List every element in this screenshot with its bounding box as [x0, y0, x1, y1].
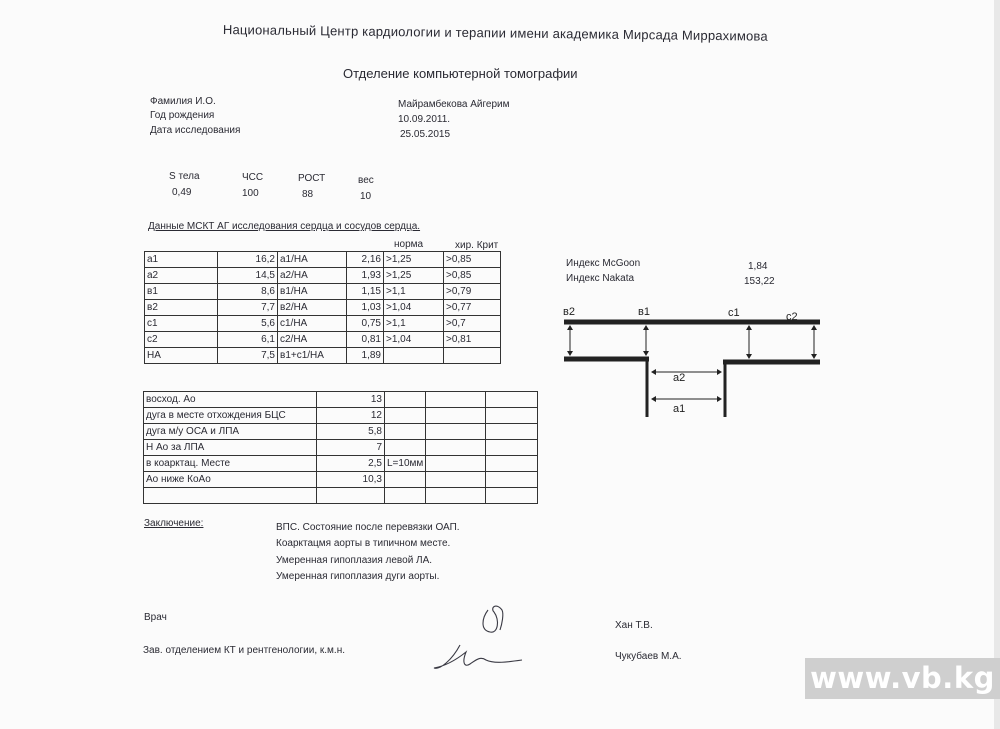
body-param-value: 100 [242, 188, 259, 199]
table-cell: >1,04 [384, 332, 444, 348]
table-cell: восход. Ао [144, 392, 317, 408]
table-row [144, 424, 538, 440]
table-cell [426, 408, 486, 424]
body-param-value: 10 [360, 191, 372, 202]
body-param-header: РОСТ [298, 173, 326, 184]
conclusion-line: Умеренная гипоплазия левой ЛА. [276, 555, 433, 566]
table-cell: 1,15 [347, 284, 384, 300]
mcgoon-value: 1,84 [748, 261, 768, 272]
table-cell [426, 424, 486, 440]
diagram-label-a1: а1 [673, 403, 686, 415]
table-row [145, 252, 501, 268]
table-cell [384, 348, 444, 364]
body-param-value: 88 [302, 189, 314, 200]
table-cell [385, 440, 426, 456]
table-cell: 13 [317, 392, 385, 408]
table-row [144, 488, 538, 504]
table-row [144, 440, 538, 456]
mskt-norma-header: норма [394, 239, 424, 250]
nakata-label: Индекс Nakata [566, 273, 635, 284]
table-cell: 2,5 [317, 456, 385, 472]
diagram-label-a2: а2 [673, 372, 686, 384]
mskt-title: Данные МСКТ АГ исследования сердца и сосудов сердца. [148, 221, 421, 232]
table-row [145, 300, 501, 316]
table-cell: 12 [317, 408, 385, 424]
mskt-table [144, 251, 501, 364]
conclusion-line: ВПС. Состояние после перевязки ОАП. [276, 522, 460, 533]
table-cell [317, 488, 385, 504]
body-param-header: вес [358, 175, 374, 186]
study-date-label: Дата исследования [150, 125, 241, 136]
table-row [145, 332, 501, 348]
table-cell: 1,89 [347, 348, 384, 364]
table-cell: в коарктац. Месте [144, 456, 317, 472]
dob-label: Год рождения [150, 110, 215, 121]
mskt-crit-header: хир. Крит [455, 240, 499, 251]
table-cell [385, 488, 426, 504]
study-date-value: 25.05.2015 [400, 129, 451, 140]
table-cell: а1 [145, 252, 218, 268]
table-cell [486, 488, 538, 504]
doctor-name: Хан Т.В. [615, 620, 653, 631]
table-cell: а2/НА [278, 268, 347, 284]
conclusion-label: Заключение: [144, 518, 204, 529]
institution-title: Национальный Центр кардиологии и терапии имени академика Мирсада Миррахимова [222, 22, 768, 44]
table-cell: >1,25 [384, 252, 444, 268]
table-cell: >1,04 [384, 300, 444, 316]
table-row [145, 316, 501, 332]
table-cell [486, 456, 538, 472]
table-cell [426, 440, 486, 456]
table-cell [486, 408, 538, 424]
table-cell [426, 456, 486, 472]
table-cell: 7 [317, 440, 385, 456]
table-row [145, 348, 501, 364]
table-cell: 7,5 [218, 348, 278, 364]
aorta-table [143, 391, 538, 504]
table-cell: с1 [145, 316, 218, 332]
table-row [145, 284, 501, 300]
diagram-label-c1: с1 [728, 307, 740, 319]
conclusion-line: Коарктацмя аорты в типичном месте. [276, 538, 451, 549]
table-cell: >0,7 [444, 316, 501, 332]
table-cell [486, 424, 538, 440]
table-row [144, 472, 538, 488]
table-row [144, 408, 538, 424]
dob-value: 10.09.2011. [398, 114, 451, 125]
table-cell [144, 488, 317, 504]
table-cell [426, 392, 486, 408]
body-param-value: 0,49 [172, 187, 192, 198]
table-cell: L=10мм [385, 456, 426, 472]
table-cell: с2 [145, 332, 218, 348]
table-row [144, 392, 538, 408]
table-cell: 0,75 [347, 316, 384, 332]
table-cell: 8,6 [218, 284, 278, 300]
department-title: Отделение компьютерной томографии [343, 66, 578, 81]
table-cell: 5,8 [317, 424, 385, 440]
table-cell: Ао ниже КоАо [144, 472, 317, 488]
table-cell: 1,93 [347, 268, 384, 284]
table-cell: 7,7 [218, 300, 278, 316]
table-cell [486, 440, 538, 456]
table-cell: >1,1 [384, 316, 444, 332]
page-edge-shadow [994, 0, 1000, 729]
table-cell: 10,3 [317, 472, 385, 488]
head-name: Чукубаев М.А. [615, 651, 682, 662]
table-cell: дуга в месте отхождения БЦС [144, 408, 317, 424]
table-cell: 2,16 [347, 252, 384, 268]
table-cell: в1+с1/НА [278, 348, 347, 364]
table-cell: в2 [145, 300, 218, 316]
table-cell: в1/НА [278, 284, 347, 300]
mcgoon-label: Индекс McGoon [566, 258, 641, 269]
conclusion-line: Умеренная гипоплазия дуги аорты. [276, 571, 440, 582]
aorta-diagram [556, 300, 828, 428]
table-cell: >0,81 [444, 332, 501, 348]
table-cell: >0,77 [444, 300, 501, 316]
name-label: Фамилия И.О. [150, 96, 216, 107]
table-cell: а1/НА [278, 252, 347, 268]
table-cell [385, 408, 426, 424]
table-cell [486, 392, 538, 408]
handwritten-signature [430, 590, 540, 685]
body-param-header: S тела [169, 171, 200, 182]
table-cell: >0,79 [444, 284, 501, 300]
table-cell [385, 472, 426, 488]
table-cell [444, 348, 501, 364]
table-cell: >1,1 [384, 284, 444, 300]
doctor-label: Врач [144, 612, 167, 623]
head-label: Зав. отделением КТ и рентгенологии, к.м.н. [143, 645, 345, 656]
table-cell: >0,85 [444, 252, 501, 268]
table-row [144, 456, 538, 472]
diagram-label-b2: в2 [563, 306, 575, 318]
name-value: Майрамбекова Айгерим [398, 99, 510, 110]
watermark-logo: www.vb.kg [805, 658, 1000, 699]
table-cell [486, 472, 538, 488]
diagram-label-b1: в1 [638, 306, 650, 318]
table-cell: с2/НА [278, 332, 347, 348]
table-cell: 6,1 [218, 332, 278, 348]
table-cell: Н Ао за ЛПА [144, 440, 317, 456]
table-row [145, 268, 501, 284]
table-cell: 1,03 [347, 300, 384, 316]
table-cell [426, 472, 486, 488]
nakata-value: 153,22 [744, 276, 775, 287]
table-cell: >0,85 [444, 268, 501, 284]
diagram-label-c2: с2 [786, 311, 798, 323]
table-cell: а2 [145, 268, 218, 284]
table-cell [385, 424, 426, 440]
table-cell [426, 488, 486, 504]
table-cell: в2/НА [278, 300, 347, 316]
table-cell: НА [145, 348, 218, 364]
table-cell: дуга м/у ОСА и ЛПА [144, 424, 317, 440]
table-cell: 0,81 [347, 332, 384, 348]
table-cell [385, 392, 426, 408]
body-param-header: ЧСС [242, 172, 264, 183]
table-cell: в1 [145, 284, 218, 300]
table-cell: 5,6 [218, 316, 278, 332]
table-cell: >1,25 [384, 268, 444, 284]
table-cell: 16,2 [218, 252, 278, 268]
table-cell: с1/НА [278, 316, 347, 332]
table-cell: 14,5 [218, 268, 278, 284]
